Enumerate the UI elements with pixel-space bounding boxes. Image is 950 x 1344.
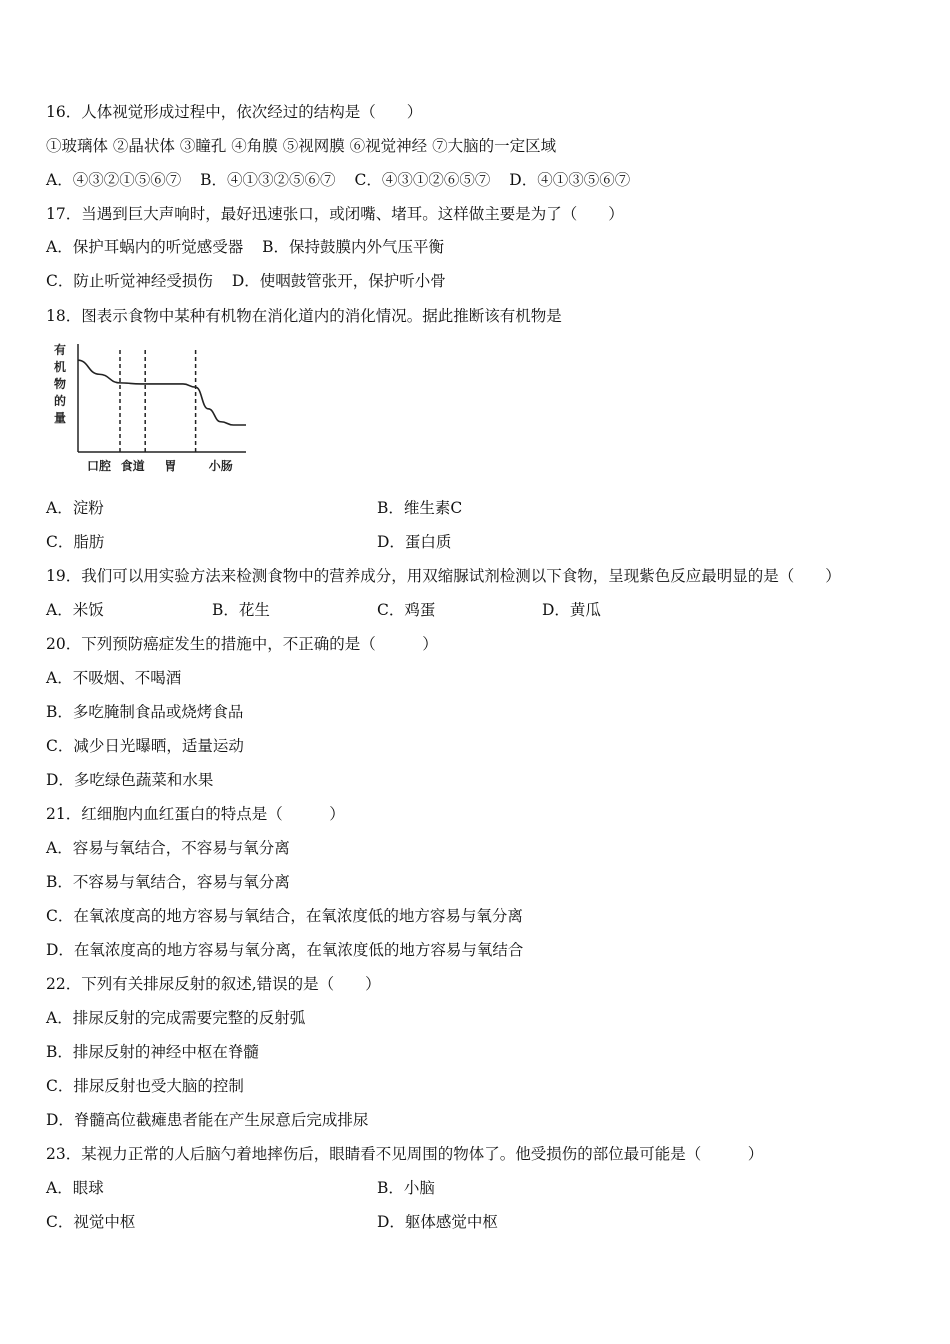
q17-stem: 17．当遇到巨大声响时，最好迅速张口，或闭嘴、堵耳。这样做主要是为了（ ） xyxy=(46,205,624,223)
q19-stem: 19．我们可以用实验方法来检测食物中的营养成分，用双缩脲试剂检测以下食物，呈现紫色反应最明显的是（ ） xyxy=(46,567,841,585)
q21-option-a[interactable]: A．容易与氧结合，不容易与氧分离 xyxy=(46,839,290,857)
q20-option-a[interactable]: A．不吸烟、不喝酒 xyxy=(46,669,182,687)
q17-options-row2 xyxy=(46,271,446,291)
q16-option-a[interactable]: A．④③②①⑤⑥⑦ xyxy=(46,171,182,189)
q16-option-b[interactable]: B．④①③②⑤⑥⑦ xyxy=(200,171,336,189)
q17-option-d[interactable]: D．使咽鼓管张开，保护听小骨 xyxy=(231,272,446,290)
q22-option-b[interactable]: B．排尿反射的神经中枢在脊髓 xyxy=(46,1043,259,1061)
q17-options-row1 xyxy=(46,237,444,257)
q19-option-a[interactable]: A．米饭 xyxy=(46,601,104,619)
q23-stem: 23．某视力正常的人后脑勺着地摔伤后，眼睛看不见周围的物体了。他受损伤的部位最可能是（ ） xyxy=(46,1145,764,1163)
q18-option-c[interactable]: C．脂肪 xyxy=(46,533,105,551)
q23-option-b[interactable]: B．小脑 xyxy=(377,1179,435,1197)
q21-stem: 21．红细胞内血红蛋白的特点是（ ） xyxy=(46,805,345,823)
q19-option-d[interactable]: D．黄瓜 xyxy=(542,601,601,619)
q17-option-c[interactable]: C．防止听觉神经受损伤 xyxy=(46,272,213,290)
q20-option-c[interactable]: C．减少日光曝晒，适量运动 xyxy=(46,737,244,755)
chart-y-label-char: 机 xyxy=(53,360,67,374)
q17-option-a[interactable]: A．保护耳蜗内的听觉感受器 xyxy=(46,238,244,256)
chart-y-label-char: 物 xyxy=(53,377,67,391)
q21-option-d[interactable]: D．在氧浓度高的地方容易与氧分离，在氧浓度低的地方容易与氧结合 xyxy=(46,941,524,959)
q16-stem: 16．人体视觉形成过程中，依次经过的结构是（ ） xyxy=(46,103,423,121)
q16-option-d[interactable]: D．④①③⑤⑥⑦ xyxy=(509,171,631,189)
q18-option-d[interactable]: D．蛋白质 xyxy=(377,533,452,551)
q22-option-a[interactable]: A．排尿反射的完成需要完整的反射弧 xyxy=(46,1009,306,1027)
chart-y-label-char: 有 xyxy=(53,343,67,357)
chart-y-label-char: 量 xyxy=(53,411,67,425)
chart-y-label-char: 的 xyxy=(53,394,67,408)
q16-items: ①玻璃体 ②晶状体 ③瞳孔 ④角膜 ⑤视网膜 ⑥视觉神经 ⑦大脑的一定区域 xyxy=(46,137,557,155)
q17-option-b[interactable]: B．保持鼓膜内外气压平衡 xyxy=(262,238,445,256)
q22-option-c[interactable]: C．排尿反射也受大脑的控制 xyxy=(46,1077,244,1095)
chart-region-dividers xyxy=(120,350,196,452)
q16-option-c[interactable]: C．④③①②⑥⑤⑦ xyxy=(354,171,491,189)
chart-x-tick-label: 食道 xyxy=(120,459,145,473)
q18-stem: 18．图表示食物中某种有机物在消化道内的消化情况。据此推断该有机物是 xyxy=(46,307,562,325)
q18-digestion-chart xyxy=(46,340,251,475)
chart-x-tick-label: 胃 xyxy=(164,459,177,473)
q19-option-b[interactable]: B．花生 xyxy=(212,601,270,619)
chart-x-tick-labels xyxy=(87,458,233,473)
chart-series-line xyxy=(78,360,246,425)
q18-option-b[interactable]: B．维生素C xyxy=(377,499,463,517)
q23-option-d[interactable]: D．躯体感觉中枢 xyxy=(377,1213,498,1231)
q22-stem: 22．下列有关排尿反射的叙述,错误的是（ ） xyxy=(46,975,381,993)
q20-option-b[interactable]: B．多吃腌制食品或烧烤食品 xyxy=(46,703,244,721)
q20-stem: 20．下列预防癌症发生的措施中，不正确的是（ ） xyxy=(46,635,438,653)
chart-x-tick-label: 小肠 xyxy=(208,459,233,473)
chart-y-axis-label xyxy=(54,342,66,425)
q21-option-b[interactable]: B．不容易与氧结合，容易与氧分离 xyxy=(46,873,290,891)
q18-option-a[interactable]: A．淀粉 xyxy=(46,499,104,517)
q19-option-c[interactable]: C．鸡蛋 xyxy=(377,601,436,619)
q16-options xyxy=(46,170,630,190)
q20-option-d[interactable]: D．多吃绿色蔬菜和水果 xyxy=(46,771,214,789)
q23-option-c[interactable]: C．视觉中枢 xyxy=(46,1213,136,1231)
q23-option-a[interactable]: A．眼球 xyxy=(46,1179,104,1197)
q22-option-d[interactable]: D．脊髓高位截瘫患者能在产生尿意后完成排尿 xyxy=(46,1111,369,1129)
q21-option-c[interactable]: C．在氧浓度高的地方容易与氧结合，在氧浓度低的地方容易与氧分离 xyxy=(46,907,523,925)
chart-x-tick-label: 口腔 xyxy=(86,459,112,473)
